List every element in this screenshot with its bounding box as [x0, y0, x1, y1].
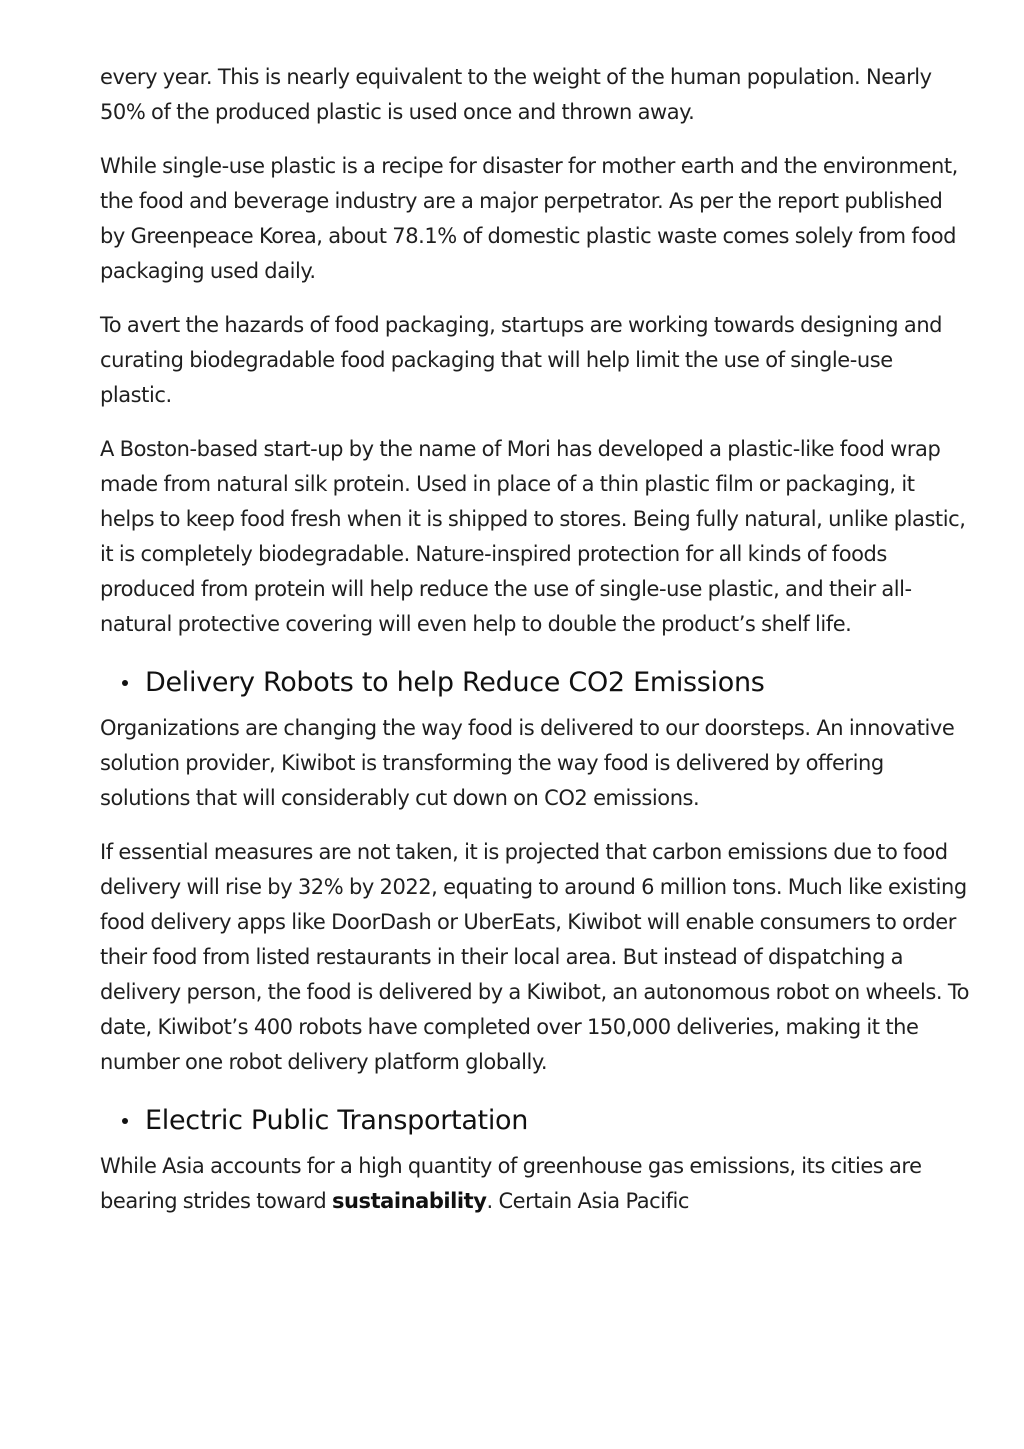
paragraph-startups-packaging: To avert the hazards of food packaging, startups are working towards designing and curating biodegradable food packaging that will help limit the use of single-use plastic.: [100, 313, 943, 407]
bullet-icon: [122, 680, 128, 686]
paragraph-single-use-plastic: While single-use plastic is a recipe for disaster for mother earth and the environment, the food and beverage industry are a major perpetrator. As per the report published by Greenpeace Korea, about 78.1% of domestic plastic waste comes solely from food packaging used daily.: [100, 154, 958, 283]
article-body: [100, 60, 970, 1238]
paragraph-kiwibot-emissions: If essential measures are not taken, it is projected that carbon emissions due to food delivery will rise by 32% by 2022, equating to around 6 million tons. Much like existing food delivery apps like DoorDash or UberEats, Kiwibot will enable consumers to order their food from listed restaurants in their local area. But instead of dispatching a delivery person, the food is delivered by a Kiwibot, an autonomous robot on wheels. To date, Kiwibot’s 400 robots have completed over 150,000 deliveries, making it the number one robot delivery platform globally.: [100, 840, 970, 1074]
section-heading-delivery-robots-text: Delivery Robots to help Reduce CO2 Emissions: [145, 667, 765, 698]
section-heading-delivery-robots: [100, 661, 970, 705]
paragraph-plastic-population: every year. This is nearly equivalent to the weight of the human population. Nearly 50% of the produced plastic is used once and thrown away.: [100, 65, 932, 124]
paragraph-asia-text-end: . Certain Asia Pacific: [486, 1189, 690, 1213]
paragraph-kiwibot-intro: Organizations are changing the way food is delivered to our doorsteps. An innovative solution provider, Kiwibot is transforming the way food is delivered by offering solutions that will considerably cut down on CO2 emissions.: [100, 716, 955, 810]
section-heading-electric-transport: [100, 1099, 970, 1143]
paragraph-asia-text-start: While Asia accounts for a high quantity of greenhouse gas emissions, its cities are bearing strides toward: [100, 1154, 922, 1213]
sustainability-keyword: sustainability: [331, 1189, 487, 1213]
section-heading-electric-transport-text: Electric Public Transportation: [145, 1105, 529, 1136]
paragraph-asia-emissions: [100, 1149, 970, 1219]
bullet-icon: [122, 1118, 128, 1124]
paragraph-mori-silk-wrap: A Boston-based start-up by the name of Mori has developed a plastic-like food wrap made from natural silk protein. Used in place of a thin plastic film or packaging, it helps to keep food fresh when it is shipped to stores. Being fully natural, unlike plastic, it is completely biodegradable. Nature-inspired protection for all kinds of foods produced from protein will help reduce the use of single-use plastic, and their all-natural protective covering will even help to double the product’s shelf life.: [100, 437, 966, 636]
